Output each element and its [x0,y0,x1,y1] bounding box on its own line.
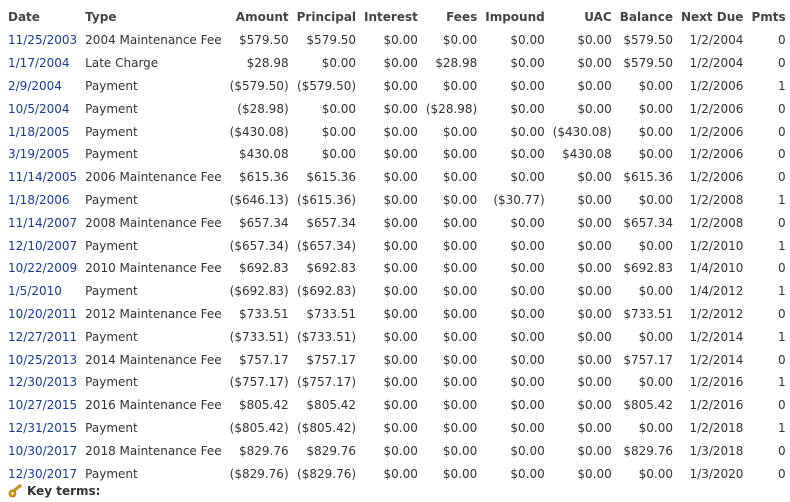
cell-pmts: 0 [778,33,786,48]
cell-type: 2010 Maintenance Fee [85,261,222,276]
cell-pmts: 0 [778,215,786,230]
cell-next-due: 1/2/2014 [689,352,744,367]
cell-interest: $0.00 [383,329,418,344]
cell-impound: $0.00 [510,466,545,481]
key-terms-section[interactable] [8,484,100,498]
table-row [4,439,790,462]
cell-date: 1/17/2004 [8,56,70,71]
cell-date: 1/5/2010 [8,284,62,299]
cell-date: 12/30/2017 [8,466,78,481]
cell-uac: $0.00 [577,443,612,458]
cell-amount: $657.34 [239,215,289,230]
cell-type: Payment [85,375,138,390]
cell-type: 2014 Maintenance Fee [85,352,222,367]
cell-uac: $0.00 [577,352,612,367]
cell-uac: $0.00 [577,306,612,321]
cell-impound: $0.00 [510,352,545,367]
cell-type: Payment [85,101,138,116]
cell-interest: $0.00 [383,352,418,367]
cell-impound: $0.00 [510,398,545,413]
cell-impound: $0.00 [510,56,545,71]
cell-type: 2018 Maintenance Fee [85,443,222,458]
column-header-uac: UAC [584,10,612,24]
cell-balance: $0.00 [638,466,673,481]
cell-interest: $0.00 [383,466,418,481]
table-row [4,325,790,348]
column-header-amount: Amount [235,10,289,24]
cell-balance: $615.36 [623,170,673,185]
cell-pmts: 0 [778,306,786,321]
cell-fees: $0.00 [442,78,478,93]
cell-uac: $0.00 [577,466,612,481]
cell-next-due: 1/2/2016 [689,398,744,413]
cell-type: 2006 Maintenance Fee [85,170,222,185]
column-header-fees: Fees [446,10,478,24]
key-icon [8,484,24,498]
cell-date: 2/9/2004 [8,78,62,93]
table-row [4,462,790,485]
cell-uac: $0.00 [577,78,612,93]
cell-principal: $0.00 [321,147,357,162]
column-header-pmts: Pmts [751,10,786,24]
cell-uac: $0.00 [577,101,612,116]
table-row [4,143,790,166]
cell-type: Payment [85,466,138,481]
cell-principal: $692.83 [306,261,357,276]
column-header-next-due: Next Due [680,10,744,24]
cell-balance: $829.76 [623,443,673,458]
column-header-type: Type [85,10,117,24]
cell-date: 12/27/2011 [8,329,78,344]
cell-impound: $0.00 [510,33,545,48]
cell-impound: $0.00 [510,443,545,458]
cell-interest: $0.00 [383,398,418,413]
cell-principal: $0.00 [321,101,357,116]
table-row [4,97,790,120]
cell-date: 10/25/2013 [8,352,78,367]
cell-date: 12/30/2013 [8,375,78,390]
cell-interest: $0.00 [383,56,418,71]
cell-interest: $0.00 [383,420,418,435]
cell-amount: $615.36 [239,170,289,185]
cell-type: Payment [85,124,138,139]
cell-fees: $0.00 [442,306,478,321]
cell-uac: $0.00 [577,375,612,390]
table-row [4,348,790,371]
table-row [4,120,790,143]
cell-fees: $0.00 [442,192,478,207]
column-header-principal: Principal [296,10,357,24]
cell-balance: $0.00 [638,78,673,93]
cell-impound: $0.00 [510,170,545,185]
cell-amount: ($646.13) [229,192,289,207]
cell-pmts: 0 [778,261,786,276]
cell-fees: $0.00 [442,170,478,185]
cell-pmts: 1 [778,78,786,93]
cell-balance: $0.00 [638,124,673,139]
cell-interest: $0.00 [383,375,418,390]
cell-type: 2012 Maintenance Fee [85,306,222,321]
key-terms-label: Key terms: [27,484,101,498]
cell-amount: ($692.83) [229,284,289,299]
cell-pmts: 1 [778,284,786,299]
cell-fees: $0.00 [442,215,478,230]
cell-principal: $0.00 [321,56,357,71]
cell-principal: $657.34 [306,215,357,230]
cell-type: Payment [85,78,138,93]
cell-uac: $430.08 [562,147,612,162]
cell-next-due: 1/4/2010 [689,261,744,276]
cell-interest: $0.00 [383,124,418,139]
table-row [4,29,790,52]
cell-next-due: 1/2/2006 [689,124,744,139]
cell-pmts: 0 [778,101,786,116]
cell-amount: $757.17 [239,352,289,367]
cell-next-due: 1/2/2006 [689,170,744,185]
cell-next-due: 1/2/2018 [689,420,744,435]
cell-pmts: 0 [778,352,786,367]
cell-principal: $805.42 [306,398,357,413]
cell-fees: $0.00 [442,261,478,276]
cell-type: 2008 Maintenance Fee [85,215,222,230]
cell-interest: $0.00 [383,238,418,253]
cell-amount: ($757.17) [229,375,289,390]
column-header-balance: Balance [619,10,673,24]
table-row [4,189,790,212]
cell-next-due: 1/2/2004 [689,56,744,71]
cell-fees: $0.00 [442,375,478,390]
cell-impound: $0.00 [510,78,545,93]
table-header-row [4,5,790,29]
cell-impound: $0.00 [510,101,545,116]
table-row [4,257,790,280]
column-header-impound: Impound [485,10,545,24]
cell-balance: $0.00 [638,329,673,344]
cell-principal: $579.50 [306,33,357,48]
cell-fees: $28.98 [435,56,478,71]
cell-next-due: 1/2/2012 [689,306,744,321]
cell-interest: $0.00 [383,192,418,207]
cell-amount: $829.76 [239,443,289,458]
cell-date: 10/5/2004 [8,101,70,116]
cell-date: 1/18/2006 [8,192,70,207]
cell-uac: $0.00 [577,192,612,207]
cell-pmts: 1 [778,329,786,344]
cell-principal: ($579.50) [297,78,357,93]
cell-type: Payment [85,147,138,162]
cell-type: 2004 Maintenance Fee [85,33,222,48]
cell-principal: ($692.83) [297,284,357,299]
cell-impound: $0.00 [510,306,545,321]
cell-balance: $0.00 [638,284,673,299]
cell-uac: $0.00 [577,170,612,185]
cell-amount: $733.51 [239,306,289,321]
cell-interest: $0.00 [383,147,418,162]
cell-type: Payment [85,329,138,344]
cell-fees: $0.00 [442,329,478,344]
cell-principal: ($757.17) [297,375,357,390]
cell-type: Late Charge [85,56,159,71]
cell-date: 11/25/2003 [8,33,78,48]
cell-pmts: 0 [778,124,786,139]
cell-balance: $579.50 [623,56,673,71]
column-header-interest: Interest [364,10,418,24]
cell-interest: $0.00 [383,215,418,230]
cell-fees: $0.00 [442,398,478,413]
cell-pmts: 0 [778,170,786,185]
cell-fees: $0.00 [442,284,478,299]
cell-interest: $0.00 [383,284,418,299]
cell-amount: ($657.34) [229,238,289,253]
cell-amount: ($805.42) [229,420,289,435]
cell-next-due: 1/2/2006 [689,101,744,116]
table-row [4,371,790,394]
cell-fees: $0.00 [442,238,478,253]
cell-next-due: 1/2/2008 [689,192,744,207]
cell-balance: $0.00 [638,147,673,162]
cell-date: 10/20/2011 [8,306,78,321]
cell-fees: $0.00 [442,147,478,162]
cell-date: 10/30/2017 [8,443,78,458]
cell-amount: $805.42 [239,398,289,413]
table-row [4,303,790,326]
cell-principal: $615.36 [306,170,357,185]
cell-interest: $0.00 [383,33,418,48]
cell-impound: $0.00 [510,284,545,299]
cell-pmts: 0 [778,56,786,71]
cell-amount: ($430.08) [229,124,289,139]
cell-balance: $0.00 [638,375,673,390]
cell-next-due: 1/2/2010 [689,238,744,253]
cell-date: 10/22/2009 [8,261,78,276]
cell-amount: ($829.76) [229,466,289,481]
cell-balance: $805.42 [623,398,673,413]
cell-type: Payment [85,192,138,207]
cell-fees: $0.00 [442,33,478,48]
table-row [4,75,790,98]
cell-amount: ($579.50) [229,78,289,93]
cell-interest: $0.00 [383,261,418,276]
table-body [4,29,790,485]
cell-fees: ($28.98) [425,101,478,116]
cell-interest: $0.00 [383,306,418,321]
cell-next-due: 1/2/2006 [689,78,744,93]
table-row [4,52,790,75]
cell-uac: $0.00 [577,261,612,276]
cell-balance: $757.17 [623,352,673,367]
cell-fees: $0.00 [442,124,478,139]
cell-impound: $0.00 [510,329,545,344]
cell-fees: $0.00 [442,466,478,481]
table-row [4,417,790,440]
cell-uac: $0.00 [577,329,612,344]
cell-next-due: 1/2/2014 [689,329,744,344]
cell-date: 1/18/2005 [8,124,70,139]
cell-uac: $0.00 [577,33,612,48]
cell-principal: ($615.36) [297,192,357,207]
cell-uac: ($430.08) [552,124,612,139]
cell-principal: $733.51 [306,306,357,321]
cell-interest: $0.00 [383,170,418,185]
cell-balance: $0.00 [638,420,673,435]
cell-balance: $657.34 [623,215,673,230]
cell-principal: ($733.51) [297,329,357,344]
cell-pmts: 1 [778,375,786,390]
cell-pmts: 0 [778,443,786,458]
cell-fees: $0.00 [442,352,478,367]
cell-balance: $692.83 [623,261,673,276]
cell-balance: $0.00 [638,101,673,116]
cell-pmts: 1 [778,420,786,435]
cell-amount: $430.08 [239,147,289,162]
cell-type: 2016 Maintenance Fee [85,398,222,413]
cell-pmts: 1 [778,238,786,253]
cell-interest: $0.00 [383,443,418,458]
cell-type: Payment [85,238,138,253]
cell-impound: ($30.77) [493,192,545,207]
cell-impound: $0.00 [510,238,545,253]
cell-date: 11/14/2005 [8,170,78,185]
cell-next-due: 1/4/2012 [689,284,744,299]
cell-date: 3/19/2005 [8,147,70,162]
cell-principal: ($805.42) [297,420,357,435]
table-row [4,394,790,417]
cell-uac: $0.00 [577,284,612,299]
cell-impound: $0.00 [510,124,545,139]
cell-uac: $0.00 [577,215,612,230]
cell-next-due: 1/2/2008 [689,215,744,230]
cell-principal: $829.76 [306,443,357,458]
cell-interest: $0.00 [383,78,418,93]
cell-fees: $0.00 [442,443,478,458]
cell-amount: ($733.51) [229,329,289,344]
cell-pmts: 0 [778,147,786,162]
cell-amount: $692.83 [239,261,289,276]
cell-balance: $0.00 [638,192,673,207]
cell-impound: $0.00 [510,261,545,276]
cell-next-due: 1/2/2004 [689,33,744,48]
table-row [4,234,790,257]
cell-type: Payment [85,420,138,435]
cell-interest: $0.00 [383,101,418,116]
cell-pmts: 1 [778,192,786,207]
cell-balance: $0.00 [638,238,673,253]
table-row [4,166,790,189]
cell-next-due: 1/2/2016 [689,375,744,390]
cell-date: 12/31/2015 [8,420,78,435]
cell-next-due: 1/3/2018 [689,443,744,458]
cell-impound: $0.00 [510,147,545,162]
cell-principal: $757.17 [306,352,357,367]
cell-balance: $733.51 [623,306,673,321]
table-row [4,211,790,234]
cell-type: Payment [85,284,138,299]
cell-date: 10/27/2015 [8,398,78,413]
cell-uac: $0.00 [577,238,612,253]
cell-principal: ($657.34) [297,238,357,253]
cell-pmts: 0 [778,398,786,413]
cell-balance: $579.50 [623,33,673,48]
cell-uac: $0.00 [577,420,612,435]
cell-pmts: 0 [778,466,786,481]
cell-uac: $0.00 [577,398,612,413]
cell-uac: $0.00 [577,56,612,71]
cell-date: 11/14/2007 [8,215,78,230]
cell-amount: ($28.98) [237,101,289,116]
cell-amount: $579.50 [239,33,289,48]
cell-fees: $0.00 [442,420,478,435]
transaction-history-table [4,5,790,485]
cell-next-due: 1/3/2020 [689,466,744,481]
cell-principal: ($829.76) [297,466,357,481]
cell-next-due: 1/2/2006 [689,147,744,162]
table-row [4,280,790,303]
cell-principal: $0.00 [321,124,357,139]
cell-date: 12/10/2007 [8,238,78,253]
cell-amount: $28.98 [246,56,289,71]
cell-impound: $0.00 [510,215,545,230]
column-header-date: Date [8,10,40,24]
cell-impound: $0.00 [510,420,545,435]
cell-impound: $0.00 [510,375,545,390]
